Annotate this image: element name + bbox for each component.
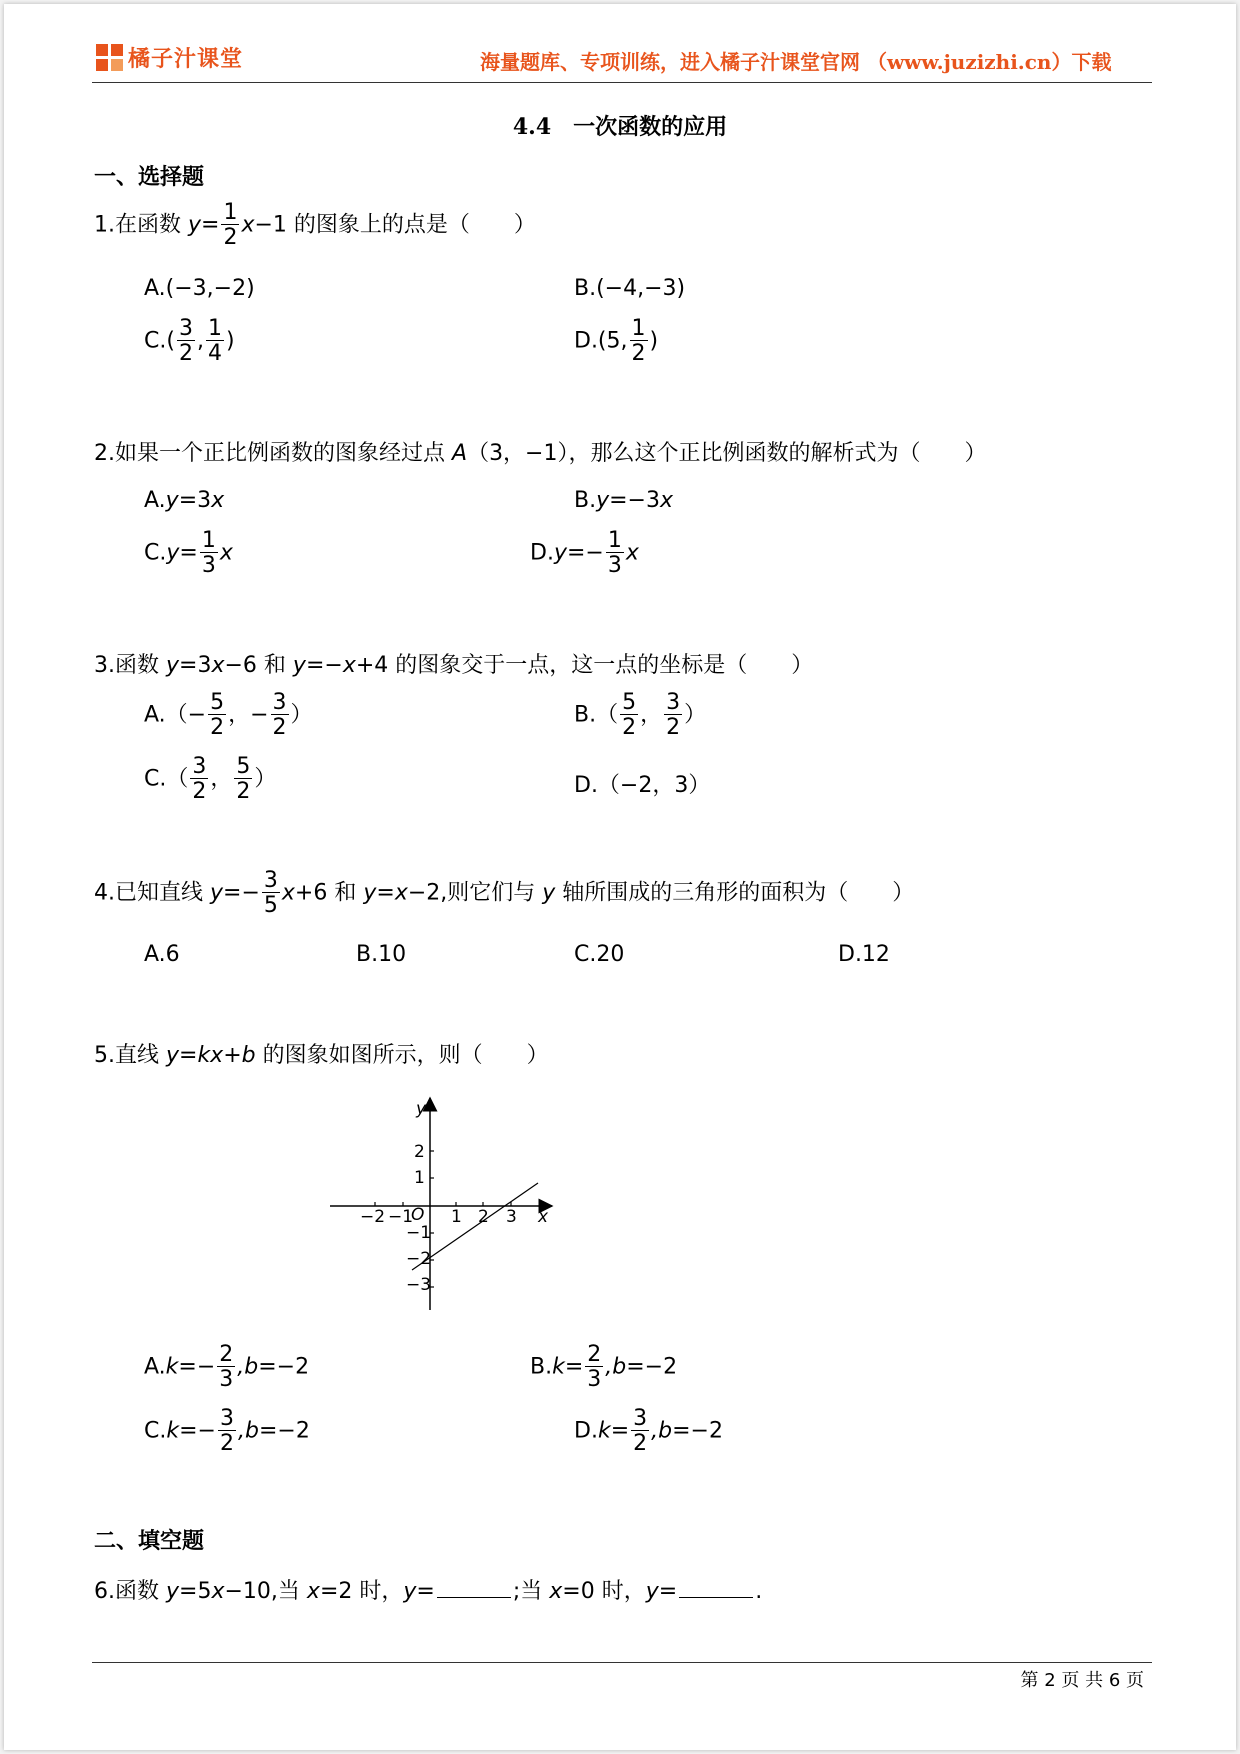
q1-option-c: C.( $\frac{3}{2}$ , $\frac{1}{4}$ ) <box>144 316 235 366</box>
question-1: 1.在函数 y= $\frac{1}{2}$ x−1 的图象上的点是（ ） <box>94 200 536 250</box>
q3-option-c: C.（ $\frac{3}{2}$ ， $\frac{5}{2}$ ） <box>144 754 277 804</box>
logo-icon <box>96 44 124 72</box>
q4-option-c: C.20 <box>574 942 625 967</box>
q5-option-d: D.k= $\frac{3}{2}$ ,b=−2 <box>574 1406 723 1456</box>
q3-option-d: D.（−2，3） <box>574 773 711 798</box>
q1-option-b: B.(−4,−3) <box>574 276 686 301</box>
q2-option-a: A.y=3x <box>144 488 225 513</box>
y-tick-label: −3 <box>406 1275 432 1295</box>
question-4: 4.已知直线 y=− $\frac{3}{5}$ x+6 和 y=x−2,则它们与 y 轴所围成的三角形的面积为（ ） <box>94 868 915 918</box>
x-tick-label: 2 <box>478 1207 489 1227</box>
footer-divider <box>92 1662 1152 1663</box>
question-5: 5.直线 y=kx+b 的图象如图所示，则（ ） <box>94 1043 549 1068</box>
q5-option-b: B.k= $\frac{2}{3}$ ,b=−2 <box>530 1342 678 1392</box>
answer-blank[interactable] <box>679 1597 753 1598</box>
y-axis-label: y <box>416 1099 427 1119</box>
y-tick-label: 2 <box>414 1142 425 1162</box>
q3-option-b: B.（ $\frac{5}{2}$ ， $\frac{3}{2}$ ） <box>574 690 707 740</box>
q2-option-b: B.y=−3x <box>574 488 674 513</box>
page-number: 第 2 页 共 6 页 <box>1020 1670 1144 1691</box>
section-heading-choice: 一、选择题 <box>94 164 205 190</box>
q1-option-a: A.(−3,−2) <box>144 276 255 301</box>
answer-blank[interactable] <box>437 1597 511 1598</box>
y-tick-label: 1 <box>414 1168 425 1188</box>
q5-option-c: C.k=− $\frac{3}{2}$ ,b=−2 <box>144 1406 310 1456</box>
q1-option-d: D.(5, $\frac{1}{2}$ ) <box>574 316 659 366</box>
line-graph <box>320 1090 570 1316</box>
q4-option-b: B.10 <box>356 942 407 967</box>
question-3: 3.函数 y=3x−6 和 y=−x+4 的图象交于一点，这一点的坐标是（ ） <box>94 653 814 678</box>
q4-option-d: D.12 <box>838 942 890 967</box>
x-tick-label: −1 <box>388 1207 414 1227</box>
q5-option-a: A.k=− $\frac{2}{3}$ ,b=−2 <box>144 1342 310 1392</box>
origin-label: O <box>411 1205 425 1225</box>
x-tick-label: 3 <box>506 1207 517 1227</box>
q2-option-d: D.y=− $\frac{1}{3}$ x <box>530 528 639 578</box>
brand-name: 橘子汁课堂 <box>128 47 244 72</box>
section-heading-fill: 二、填空题 <box>94 1528 205 1554</box>
y-tick-label: −2 <box>406 1249 432 1269</box>
x-axis-label: x <box>538 1207 549 1227</box>
document-title: 4.4 一次函数的应用 <box>512 114 728 140</box>
q3-option-a: A.（− $\frac{5}{2}$ ，− $\frac{3}{2}$ ） <box>144 690 313 740</box>
question-6: 6.函数 y=5x−10,当 x=2 时，y= ;当 x=0 时，y= . <box>94 1579 763 1604</box>
header-divider <box>92 82 1152 83</box>
question-2: 2.如果一个正比例函数的图象经过点 A（3，−1），那么这个正比例函数的解析式为（ ） <box>94 441 987 466</box>
q4-option-a: A.6 <box>144 942 180 967</box>
x-tick-label: 1 <box>451 1207 462 1227</box>
x-tick-label: −2 <box>360 1207 386 1227</box>
header-slogan: 海量题库、专项训练，进入橘子汁课堂官网 （www.juzizhi.cn）下载 <box>480 50 1112 74</box>
y-tick-label: −1 <box>406 1223 432 1243</box>
q2-option-c: C.y= $\frac{1}{3}$ x <box>144 528 233 578</box>
